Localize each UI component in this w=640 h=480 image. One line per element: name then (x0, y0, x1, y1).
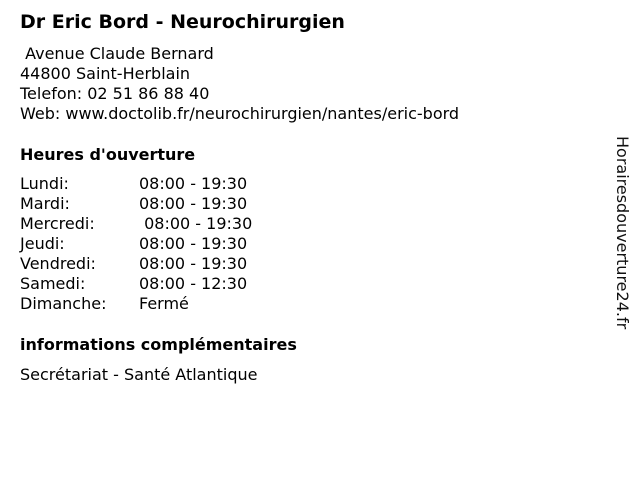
additional-info-text: Secrétariat - Santé Atlantique (20, 365, 258, 384)
day-label: Vendredi: (20, 254, 96, 273)
site-watermark: Horairesdouverture24.fr (613, 136, 632, 330)
day-label: Samedi: (20, 274, 86, 293)
time-value: 08:00 - 12:30 (139, 274, 248, 293)
time-value: 08:00 - 19:30 (139, 254, 248, 273)
address-block (20, 44, 459, 124)
day-label: Mercredi: (20, 214, 95, 233)
page-title: Dr Eric Bord - Neurochirurgien (20, 11, 345, 33)
phone-number: Telefon: 02 51 86 88 40 (20, 84, 210, 103)
website-url: Web: www.doctolib.fr/neurochirurgien/nantes/eric-bord (20, 104, 460, 123)
time-value: 08:00 - 19:30 (139, 214, 253, 233)
address-street: Avenue Claude Bernard (20, 44, 214, 63)
address-city: 44800 Saint-Herblain (20, 64, 191, 83)
day-label: Mardi: (20, 194, 70, 213)
day-label: Lundi: (20, 174, 69, 193)
time-value: Fermé (139, 294, 189, 313)
time-value: 08:00 - 19:30 (139, 174, 248, 193)
additional-info-heading: informations complémentaires (20, 335, 297, 354)
time-value: 08:00 - 19:30 (139, 234, 248, 253)
time-value: 08:00 - 19:30 (139, 194, 248, 213)
day-label: Dimanche: (20, 294, 107, 313)
opening-hours-heading: Heures d'ouverture (20, 145, 196, 164)
day-label: Jeudi: (20, 234, 65, 253)
